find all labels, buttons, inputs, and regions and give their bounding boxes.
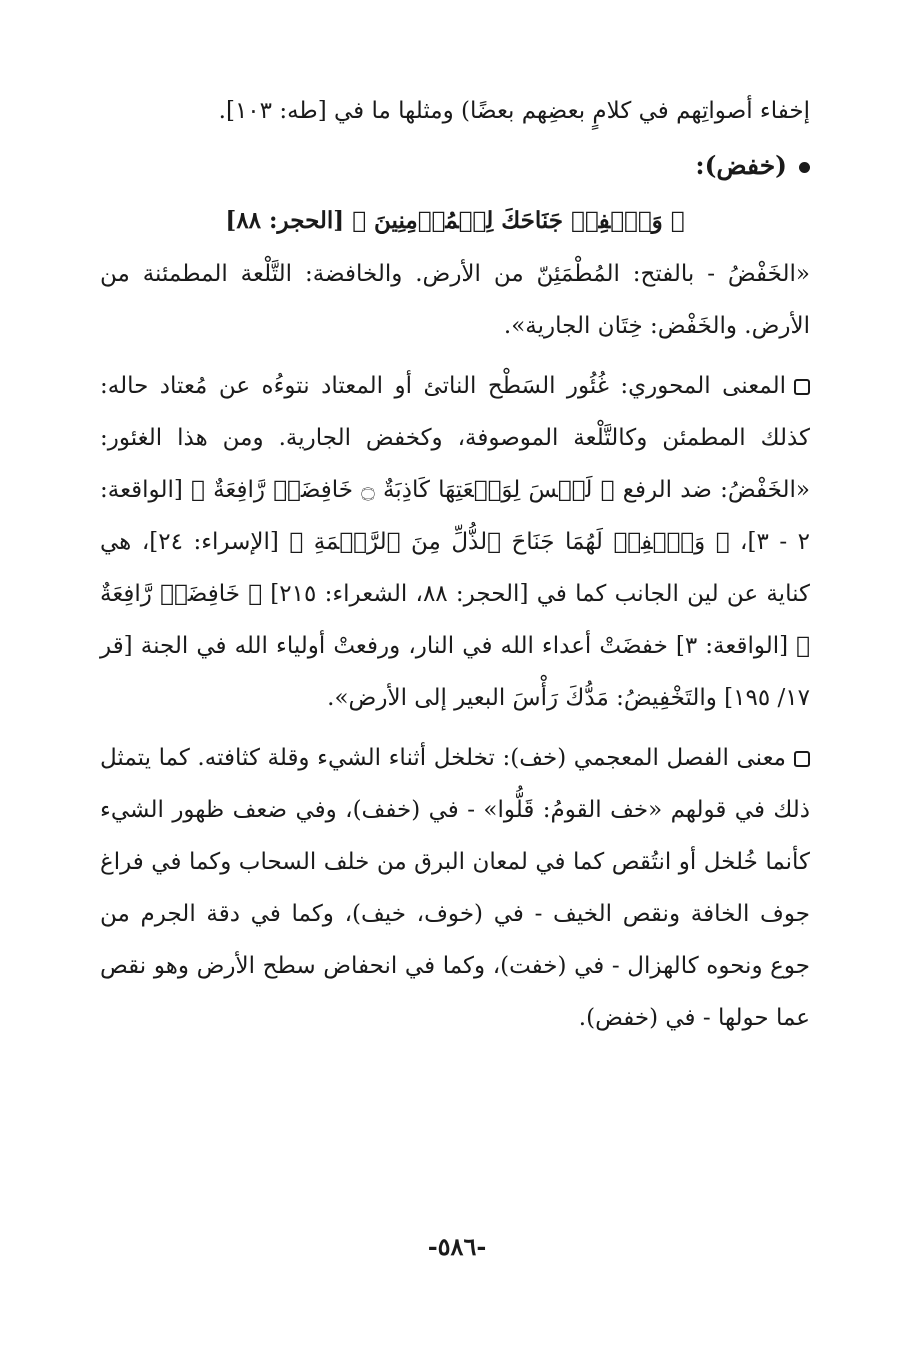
entry-heading-text: (خفض): xyxy=(695,151,787,180)
lexical-meaning-text: معنى الفصل المعجمي (خف): تخلخل أثناء الشيء وقلة كثافته. كما يتمثل ذلك في قولهم «خف القومُ: قَلُّوا» - في (خفف)، وفي ضعف ظهور الشيء كأنما خُلخل أو انتُقص كما في لمعان البرق من خلف السحاب وكما في فراغ جوف الخافة ونقص الخيف - في (خوف، خيف)، وكما في دقة الجرم من جوع ونحوه كالهزال - في (خفت)، وكما في انحفاض سطح الأرض وهو نقص عما حولها - في (خفض). xyxy=(100,745,810,1031)
core-meaning-text: المعنى المحوري: غُئُور السَطْح الناتئ أو المعتاد نتوءُه عن مُعتاد حاله: كذلك المطمئن وكالتَّلْعة الموصوفة، وكخفض الجارية. ومن هذا الغئور: «الخَفْضُ: ضد الرفع ﴿ لَيۡسَ لِوَقۡعَتِهَا كَاذِبَةٌ ۝ خَافِضَةٞ رَّافِعَةٌ ﴾ [الواقعة: ٢ - ٣]، ﴿ وَٱخۡفِضۡ لَهُمَا جَنَاحَ ٱلذُّلِّ مِنَ ٱلرَّحۡمَةِ ﴾ [الإسراء: ٢٤]، هي كناية عن لين الجانب كما في [الحجر: ٨٨، الشعراء: ٢١٥] ﴿ خَافِضَةٞ رَّافِعَةٌ ﴾ [الواقعة: ٣] خفضَتْ أعداء الله في النار، ورفعتْ أولياء الله في الجنة [قر ١٧/ ١٩٥] والتَخْفِيضُ: مَدُّكَ رَأْسَ البعير إلى الأرض». xyxy=(100,373,810,711)
core-meaning-paragraph xyxy=(100,360,810,724)
page-number: -٥٨٦- xyxy=(427,1232,487,1261)
definition-paragraph: «الخَفْضُ - بالفتح: المُطْمَئِنّ من الأرض. والخافضة: التَّلْعة المطمئنة من الأرض. والخَفْض: خِتَان الجارية». xyxy=(100,261,810,339)
square-marker-icon xyxy=(794,379,810,395)
intro-line: إخفاء أصواتِهم في كلامٍ بعضِهم بعضًا) ومثلها ما في [طه: ١٠٣]. xyxy=(218,98,810,124)
entry-heading xyxy=(100,138,810,194)
page-body xyxy=(100,86,810,1050)
lexical-meaning-paragraph xyxy=(100,732,810,1044)
quran-verse: ﴿ وَٱخۡفِضۡ جَنَاحَكَ لِلۡمُؤۡمِنِينَ ﴾ [الحجر: ٨٨] xyxy=(225,207,685,234)
square-marker-icon xyxy=(794,751,810,767)
bullet-icon xyxy=(799,162,810,173)
